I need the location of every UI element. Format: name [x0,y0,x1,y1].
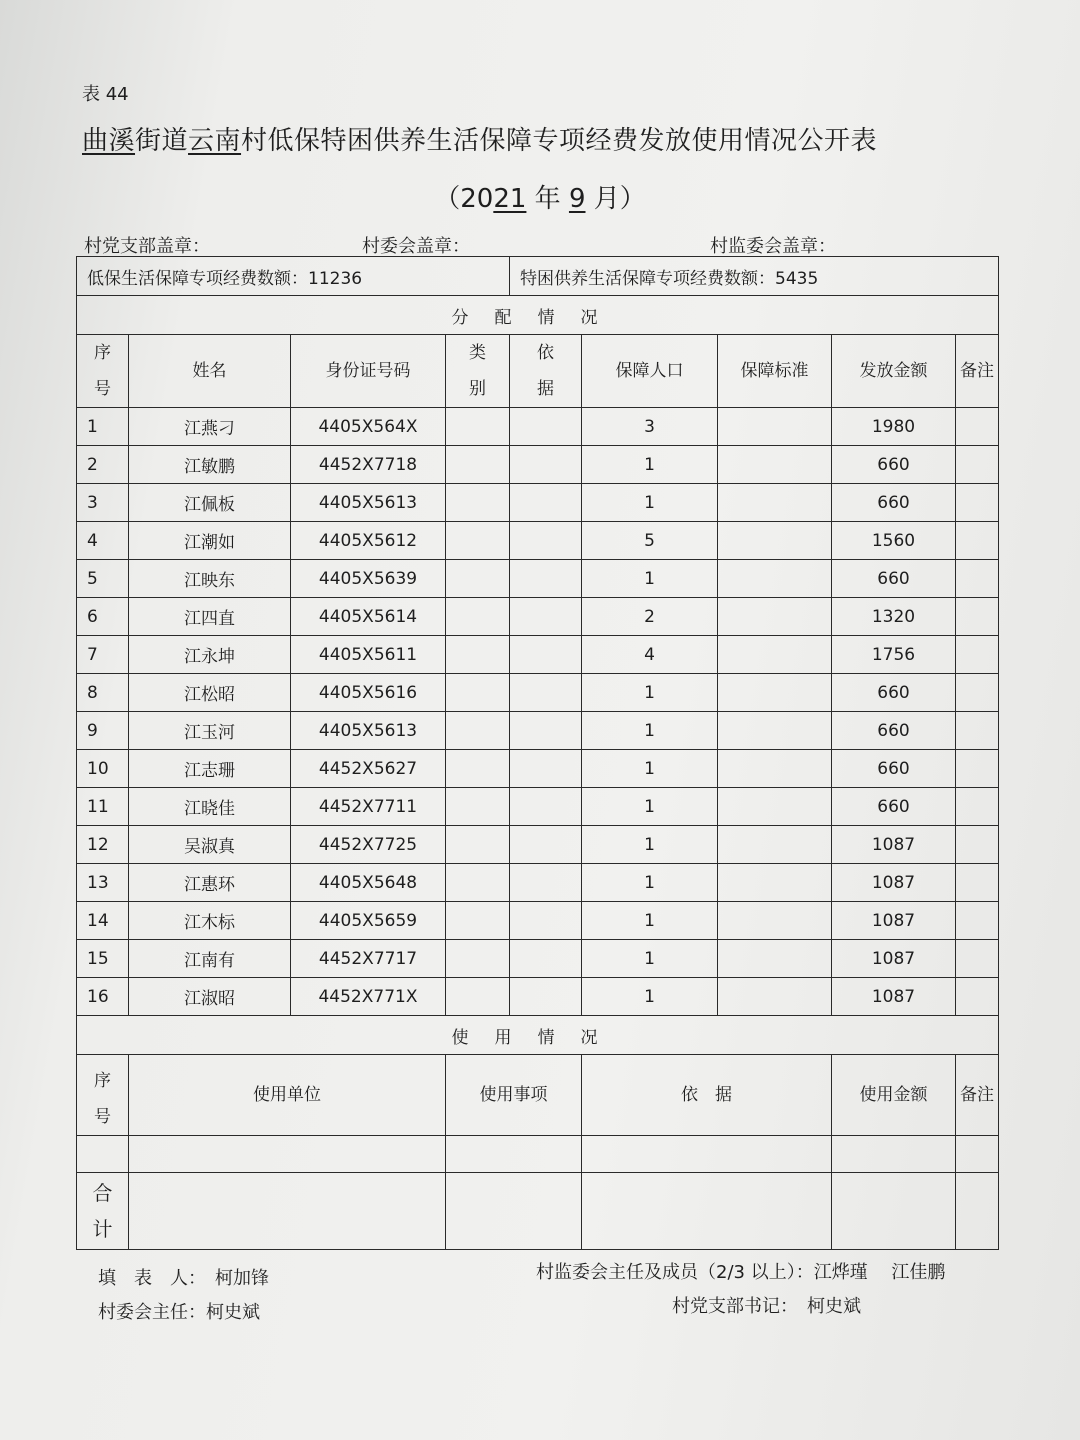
table-row [77,788,999,826]
period-year: 21 [493,184,527,214]
usage-total-cell [832,1173,956,1250]
cell-name: 江燕刁 [129,408,291,446]
usage-total-cell [956,1173,999,1250]
cell-seq: 3 [77,484,129,522]
table-row [77,598,999,636]
cell-name: 江佩板 [129,484,291,522]
cell-name: 江潮如 [129,522,291,560]
cell-standard [718,940,832,978]
cell-id: 4452X7725 [291,826,446,864]
table-row [77,864,999,902]
cell-amount: 1087 [832,864,956,902]
cell-name: 江映东 [129,560,291,598]
cell-persons: 1 [582,940,718,978]
committee-director-signature: 村委会主任：柯史斌 [98,1302,260,1323]
cell-basis [510,560,582,598]
cell-id: 4405X5613 [291,484,446,522]
village-committee-seal-label: 村委会盖章： [362,236,470,257]
cell-seq: 6 [77,598,129,636]
filler-signature: 填 表 人： 柯加锋 [98,1268,269,1289]
party-branch-seal-label: 村党支部盖章： [84,236,210,257]
cell-category [446,484,510,522]
cell-standard [718,902,832,940]
usage-col-seq: 序号 [77,1055,129,1136]
cell-persons: 1 [582,978,718,1016]
cell-basis [510,788,582,826]
cell-basis [510,864,582,902]
cell-amount: 660 [832,484,956,522]
cell-standard [718,826,832,864]
usage-header-row [77,1055,999,1136]
cell-id: 4452X771X [291,978,446,1016]
cell-standard [718,750,832,788]
cell-amount: 660 [832,446,956,484]
cell-seq: 13 [77,864,129,902]
cell-persons: 1 [582,446,718,484]
cell-persons: 1 [582,864,718,902]
cell-persons: 3 [582,408,718,446]
cell-id: 4405X5616 [291,674,446,712]
cell-name: 江惠环 [129,864,291,902]
cell-amount: 660 [832,712,956,750]
table-row [77,484,999,522]
col-header-basis: 依据 [510,335,582,408]
cell-category [446,598,510,636]
cell-standard [718,674,832,712]
col-header-name: 姓名 [129,335,291,408]
cell-basis [510,408,582,446]
cell-seq: 16 [77,978,129,1016]
cell-seq: 10 [77,750,129,788]
cell-category [446,560,510,598]
cell-category [446,750,510,788]
cell-category [446,978,510,1016]
party-secretary-signature: 村党支部书记： 柯史斌 [672,1296,861,1317]
cell-note [956,826,999,864]
cell-amount: 1087 [832,940,956,978]
col-header-note: 备注 [956,335,999,408]
cell-category [446,712,510,750]
report-period: （2021 年 9 月） [434,184,646,214]
table-row [77,826,999,864]
cell-category [446,826,510,864]
cell-persons: 1 [582,674,718,712]
usage-col-basis: 依 据 [582,1055,832,1136]
cell-note [956,408,999,446]
cell-standard [718,636,832,674]
table-row [77,636,999,674]
cell-id: 4452X7711 [291,788,446,826]
cell-category [446,408,510,446]
usage-total-cell [582,1173,832,1250]
cell-standard [718,522,832,560]
document-title [82,120,877,157]
col-header-persons: 保障人口 [582,335,718,408]
dibao-fund-amount: 低保生活保障专项经费数额：11236 [77,257,510,296]
usage-col-unit: 使用单位 [129,1055,446,1136]
distribution-header-row [77,335,999,408]
table-row [77,674,999,712]
cell-note [956,598,999,636]
table-row [77,902,999,940]
cell-basis [510,902,582,940]
cell-basis [510,978,582,1016]
cell-name: 江志珊 [129,750,291,788]
cell-basis [510,446,582,484]
cell-name: 江敏鹏 [129,446,291,484]
col-header-standard: 保障标准 [718,335,832,408]
cell-amount: 660 [832,788,956,826]
cell-basis [510,484,582,522]
cell-amount: 1087 [832,978,956,1016]
cell-persons: 5 [582,522,718,560]
usage-section-row [77,1016,999,1055]
disclosure-table [76,256,999,1250]
usage-section-title: 使用情况 [77,1016,999,1055]
cell-id: 4452X7717 [291,940,446,978]
table-row [77,446,999,484]
cell-id: 4452X7718 [291,446,446,484]
cell-category [446,864,510,902]
usage-total-cell [129,1173,446,1250]
period-month: 9 [568,184,586,214]
cell-note [956,636,999,674]
cell-standard [718,978,832,1016]
title-town: 曲溪 [82,126,136,156]
cell-persons: 4 [582,636,718,674]
cell-category [446,788,510,826]
table-row [77,978,999,1016]
cell-id: 4405X5612 [291,522,446,560]
cell-amount: 1087 [832,902,956,940]
usage-col-item: 使用事项 [446,1055,582,1136]
cell-category [446,674,510,712]
cell-note [956,484,999,522]
cell-amount: 660 [832,750,956,788]
usage-blank-cell [446,1136,582,1173]
cell-standard [718,408,832,446]
cell-note [956,864,999,902]
cell-basis [510,636,582,674]
cell-name: 江木标 [129,902,291,940]
supervision-committee-seal-label: 村监委会盖章： [710,236,836,257]
fund-row [77,257,999,296]
cell-basis [510,826,582,864]
col-header-seq: 序号 [77,335,129,408]
usage-blank-cell [832,1136,956,1173]
cell-amount: 660 [832,560,956,598]
col-header-amount: 发放金额 [832,335,956,408]
cell-basis [510,750,582,788]
cell-seq: 1 [77,408,129,446]
form-number: 表 44 [82,84,129,105]
tekun-fund-amount: 特困供养生活保障专项经费数额：5435 [510,257,999,296]
cell-note [956,750,999,788]
col-header-category: 类别 [446,335,510,408]
cell-persons: 1 [582,750,718,788]
cell-id: 4452X5627 [291,750,446,788]
table-row [77,940,999,978]
table-body [77,257,999,1250]
cell-note [956,978,999,1016]
cell-category [446,902,510,940]
cell-seq: 14 [77,902,129,940]
cell-persons: 2 [582,598,718,636]
cell-name: 江南有 [129,940,291,978]
cell-standard [718,788,832,826]
usage-blank-cell [582,1136,832,1173]
cell-name: 江松昭 [129,674,291,712]
usage-blank-cell [956,1136,999,1173]
table-row [77,560,999,598]
cell-persons: 1 [582,902,718,940]
table-row [77,712,999,750]
cell-amount: 1560 [832,522,956,560]
cell-persons: 1 [582,560,718,598]
cell-name: 江永坤 [129,636,291,674]
cell-name: 江四直 [129,598,291,636]
cell-persons: 1 [582,826,718,864]
cell-seq: 9 [77,712,129,750]
cell-id: 4405X5613 [291,712,446,750]
cell-basis [510,522,582,560]
title-main: 村低保特困供养生活保障专项经费发放使用情况公开表 [241,126,878,156]
usage-blank-cell [129,1136,446,1173]
cell-standard [718,598,832,636]
cell-seq: 2 [77,446,129,484]
cell-name: 吴淑真 [129,826,291,864]
cell-seq: 8 [77,674,129,712]
cell-amount: 660 [832,674,956,712]
cell-name: 江晓佳 [129,788,291,826]
distribution-section-title: 分配情况 [77,296,999,335]
cell-name: 江淑昭 [129,978,291,1016]
cell-standard [718,864,832,902]
cell-persons: 1 [582,484,718,522]
cell-note [956,446,999,484]
cell-note [956,940,999,978]
cell-basis [510,598,582,636]
cell-category [446,522,510,560]
cell-seq: 15 [77,940,129,978]
cell-standard [718,712,832,750]
cell-note [956,560,999,598]
cell-category [446,940,510,978]
cell-seq: 11 [77,788,129,826]
cell-seq: 4 [77,522,129,560]
distribution-section-row [77,296,999,335]
usage-blank-row [77,1136,999,1173]
cell-name: 江玉河 [129,712,291,750]
cell-seq: 5 [77,560,129,598]
cell-amount: 1980 [832,408,956,446]
cell-note [956,522,999,560]
cell-note [956,674,999,712]
cell-standard [718,484,832,522]
usage-total-label: 合计 [77,1173,129,1250]
table-row [77,522,999,560]
usage-total-row [77,1173,999,1250]
cell-seq: 12 [77,826,129,864]
col-header-id: 身份证号码 [291,335,446,408]
cell-id: 4405X5611 [291,636,446,674]
title-village: 云南 [188,126,242,156]
cell-note [956,712,999,750]
cell-note [956,788,999,826]
cell-id: 4405X5614 [291,598,446,636]
cell-persons: 1 [582,712,718,750]
cell-category [446,446,510,484]
cell-amount: 1087 [832,826,956,864]
cell-seq: 7 [77,636,129,674]
cell-amount: 1756 [832,636,956,674]
table-row [77,408,999,446]
cell-id: 4405X5648 [291,864,446,902]
cell-id: 4405X5659 [291,902,446,940]
table-row [77,750,999,788]
cell-basis [510,940,582,978]
usage-col-amount: 使用金额 [832,1055,956,1136]
cell-id: 4405X564X [291,408,446,446]
cell-basis [510,674,582,712]
usage-col-note: 备注 [956,1055,999,1136]
cell-amount: 1320 [832,598,956,636]
usage-total-cell [446,1173,582,1250]
cell-note [956,902,999,940]
cell-persons: 1 [582,788,718,826]
usage-blank-cell [77,1136,129,1173]
cell-id: 4405X5639 [291,560,446,598]
title-street: 街道 [135,126,189,156]
cell-standard [718,446,832,484]
supervision-members-signature: 村监委会主任及成员（2/3 以上）：江烨瑾 江佳鹏 [536,1262,946,1283]
cell-standard [718,560,832,598]
cell-category [446,636,510,674]
cell-basis [510,712,582,750]
